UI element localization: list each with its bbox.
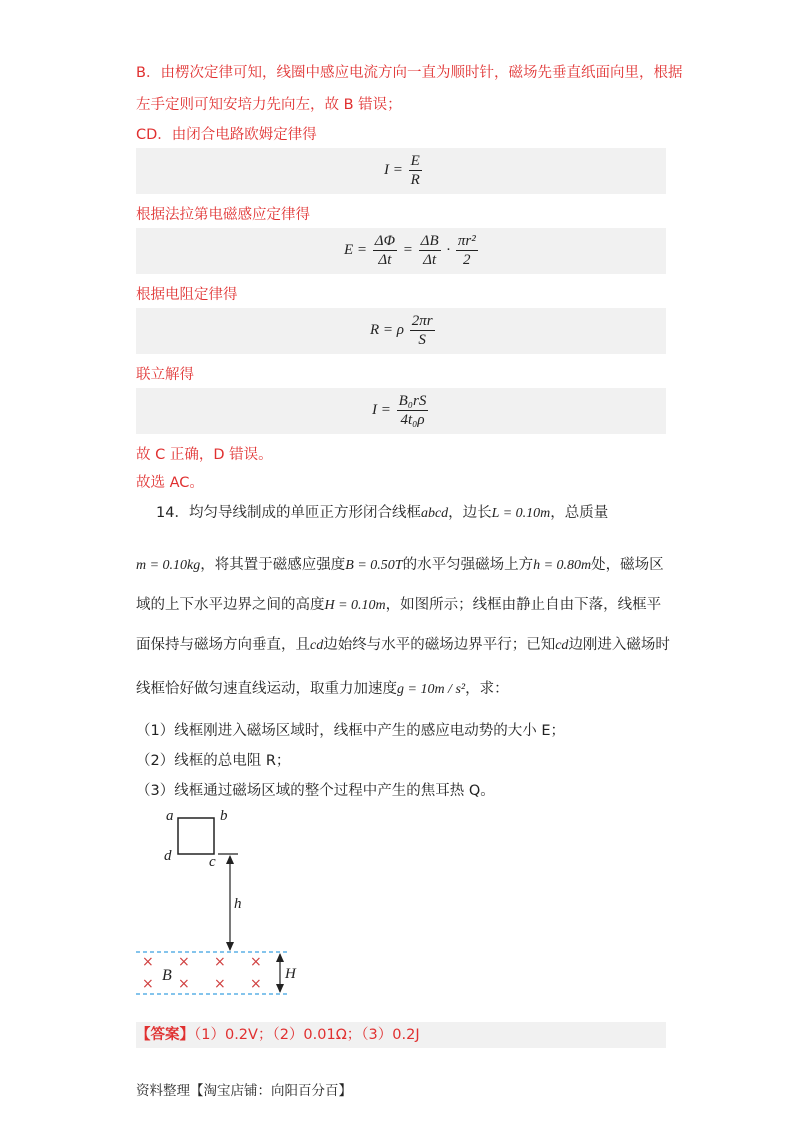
q14-l2a: ，将其置于磁感应强度: [200, 557, 346, 573]
label-B: B: [162, 967, 172, 984]
formula-faraday-d3: 2: [463, 252, 471, 268]
q14-l1c: ，总质量: [550, 505, 609, 521]
solution-choice-line: 故选 AC。: [136, 475, 204, 491]
solution-c-line: 故 C 正确，D 错误。: [136, 447, 273, 463]
q14-L: L = 0.10m: [491, 506, 551, 521]
solution-combine-line: 联立解得: [136, 367, 194, 383]
solution-cd-line: CD．由闭合电路欧姆定律得: [136, 127, 317, 143]
q14-l4b: 边始终与水平的磁场边界平行；已知: [323, 637, 556, 653]
solution-resist-line: 根据电阻定律得: [136, 287, 238, 303]
formula-faraday-dot: ·: [446, 241, 451, 258]
q14-H: H = 0.10m: [324, 598, 386, 613]
formula-result-den: 4t₀ρ: [400, 412, 425, 428]
formula-result-lhs: I =: [372, 401, 391, 418]
solution-b-line-1: B．由楞次定律可知，线圈中感应电流方向一直为顺时针，磁场先垂直纸面向里，根据: [136, 65, 683, 81]
h-arrow-top-head: [226, 855, 234, 864]
q14-line-5: [136, 678, 509, 701]
formula-ohm-lhs: I =: [384, 161, 403, 178]
q14-l5a: 线框恰好做匀速直线运动，取重力加速度: [136, 681, 397, 697]
q14-l2c: 处，磁场区: [591, 557, 664, 573]
label-a: a: [166, 808, 174, 824]
formula-faraday: [344, 232, 480, 269]
formula-result-num: B₀rS: [398, 393, 427, 409]
q14-l2b: 的水平匀强磁场上方: [402, 557, 534, 573]
answer-tag: 【答案】: [136, 1027, 194, 1043]
q14-cd1: cd: [310, 638, 324, 653]
answer-line: [136, 1024, 420, 1046]
label-c: c: [209, 854, 216, 870]
formula-ohm-num: E: [410, 153, 420, 169]
footer-text: 资料整理【淘宝店铺：向阳百分百】: [136, 1083, 352, 1099]
H-arrow-bottom-head: [276, 984, 284, 993]
answer-box: [136, 1022, 666, 1048]
label-d: d: [164, 848, 172, 864]
solution-b-line-2: 左手定则可知安培力先向左，故 B 错误；: [136, 97, 402, 113]
field-cross: ×: [214, 954, 226, 970]
formula-faraday-d2: Δt: [423, 252, 437, 268]
field-cross: ×: [250, 954, 262, 970]
label-h: h: [234, 896, 242, 912]
formula-resistance-num: 2πr: [411, 313, 433, 329]
q14-h: h = 0.80m: [533, 558, 592, 573]
label-b: b: [220, 808, 228, 824]
q14-l3b: ，如图所示；线框由静止自由下落，线框平: [385, 597, 662, 613]
magnetic-field-figure: [130, 800, 310, 1010]
q14-line-3: [136, 594, 661, 617]
formula-result: [372, 392, 430, 429]
field-cross: ×: [178, 954, 190, 970]
answer-text: （1）0.2V；（2）0.01Ω；（3）0.2J: [194, 1027, 420, 1043]
formula-box-3: [136, 308, 666, 354]
q14-m: m = 0.10kg: [136, 558, 201, 573]
formula-faraday-n1: ΔΦ: [374, 233, 396, 249]
formula-faraday-lhs: E =: [344, 241, 368, 258]
formula-faraday-eq: =: [402, 241, 413, 258]
q14-sub-2: （2）线框的总电阻 R；: [136, 753, 291, 769]
formula-ohm: [384, 152, 424, 189]
q14-B: B = 0.50T: [345, 558, 403, 573]
formula-faraday-d1: Δt: [378, 252, 392, 268]
formula-faraday-n3: πr²: [457, 233, 476, 249]
field-cross: ×: [250, 976, 262, 992]
label-H: H: [285, 966, 296, 982]
q14-line-1: [156, 502, 608, 525]
q14-abcd: abcd: [420, 506, 449, 521]
formula-box-4: [136, 388, 666, 434]
formula-box-2: [136, 228, 666, 274]
h-arrow-bottom-head: [226, 942, 234, 951]
q14-l3a: 域的上下水平边界之间的高度: [136, 597, 325, 613]
field-cross: ×: [142, 976, 154, 992]
formula-faraday-n2: ΔB: [420, 233, 439, 249]
q14-l4c: 边刚进入磁场时: [568, 637, 670, 653]
q14-l1a: 14．均匀导线制成的单匝正方形闭合线框: [156, 505, 421, 521]
q14-line-4: [136, 634, 670, 657]
field-cross: ×: [178, 976, 190, 992]
q14-l1b: ，边长: [448, 505, 492, 521]
solution-faraday-line: 根据法拉第电磁感应定律得: [136, 207, 310, 223]
q14-sub-1: （1）线框刚进入磁场区域时，线框中产生的感应电动势的大小 E；: [136, 723, 565, 739]
q14-l5b: ，求：: [465, 681, 509, 697]
field-cross: ×: [214, 976, 226, 992]
q14-g: g = 10m / s²: [397, 682, 466, 697]
formula-resistance: [370, 312, 437, 349]
q14-cd2: cd: [555, 638, 569, 653]
formula-ohm-den: R: [410, 172, 420, 188]
formula-resistance-den: S: [418, 332, 426, 348]
q14-l4a: 面保持与磁场方向垂直，且: [136, 637, 310, 653]
formula-box-1: [136, 148, 666, 194]
q14-line-2: [136, 554, 664, 577]
formula-resistance-lhs: R = ρ: [370, 321, 404, 338]
field-cross: ×: [142, 954, 154, 970]
q14-sub-3: （3）线框通过磁场区域的整个过程中产生的焦耳热 Q。: [136, 783, 495, 799]
H-arrow-top-head: [276, 953, 284, 962]
square-frame: [178, 818, 214, 854]
